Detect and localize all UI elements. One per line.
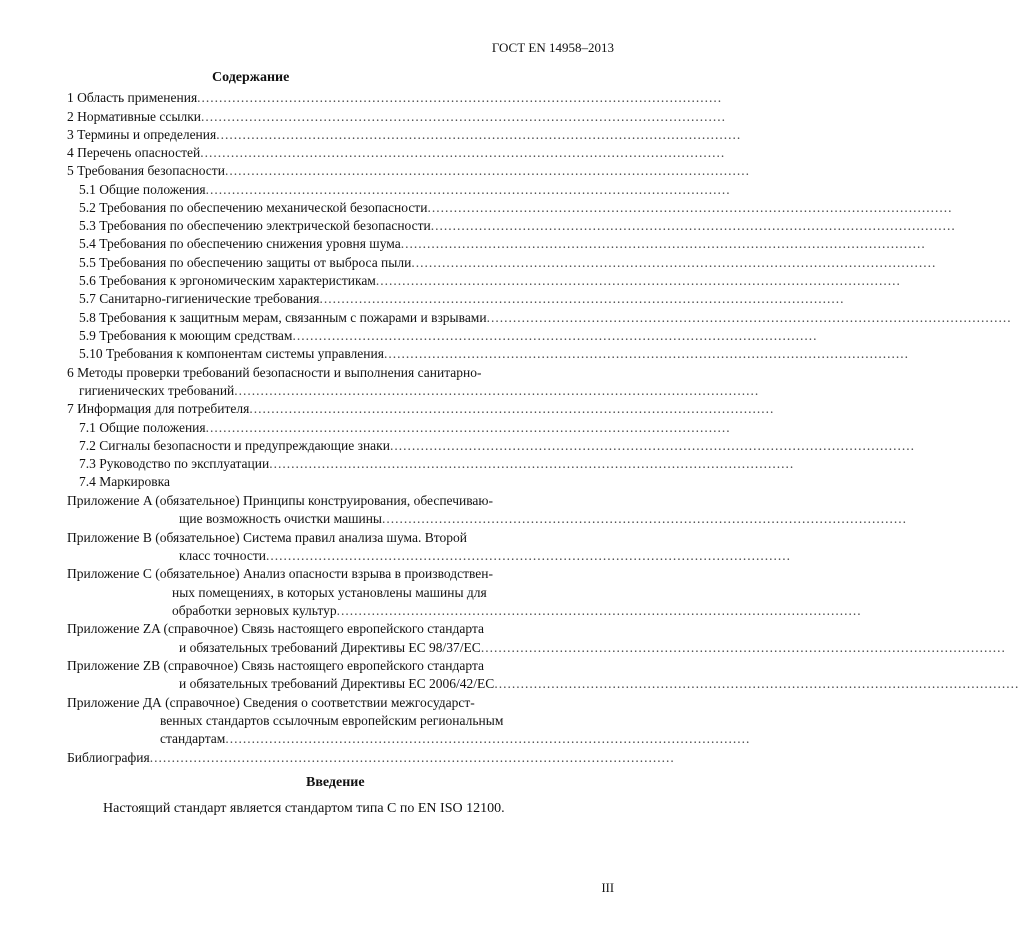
toc-entry	[79, 181, 731, 199]
toc-entry	[67, 529, 597, 547]
toc-entry	[79, 272, 901, 290]
toc-entry-text: 7.1 Общие положения	[79, 420, 206, 435]
toc-entry	[67, 89, 723, 107]
dot-leader: ........................................................................................................................	[149, 750, 675, 765]
toc-entry	[67, 620, 597, 638]
dot-leader: ........................................................................................................................	[430, 218, 956, 233]
dot-leader: ........................................................................................................................	[411, 255, 937, 270]
toc-entry-text: и обязательных требований Директивы ЕС 2006/42/ЕС	[179, 676, 495, 691]
toc-entry	[79, 327, 818, 345]
toc-entry-text: Библиография	[67, 750, 150, 765]
dot-leader: ........................................................................................................................	[269, 456, 795, 471]
toc-entry-text: 5.9 Требования к моющим средствам	[79, 328, 293, 343]
dot-leader: ........................................................................................................................	[216, 127, 742, 142]
dot-leader: ........................................................................................................................	[336, 603, 862, 618]
dot-leader: ........................................................................................................................	[224, 163, 750, 178]
dot-leader: ........................................................................................................................	[205, 182, 731, 197]
toc-entry	[67, 694, 597, 712]
standard-designation: ГОСТ EN 14958–2013	[491, 40, 614, 55]
toc-entry	[67, 126, 742, 144]
dot-leader: ........................................................................................................................	[427, 200, 953, 215]
dot-leader: ........................................................................................................................	[225, 731, 751, 746]
toc-entry	[67, 492, 597, 510]
toc-entry-text: 6 Методы проверки требований безопасности и выполнения санитарно-	[67, 365, 482, 380]
toc-entry	[172, 584, 592, 602]
toc-entry	[79, 290, 845, 308]
toc-entry	[67, 162, 750, 180]
toc-entry	[67, 108, 726, 126]
toc-entry	[79, 419, 731, 437]
toc-entry	[179, 639, 1006, 657]
toc-entry-text: 1 Область применения	[67, 90, 198, 105]
toc-entry	[160, 730, 751, 748]
toc-entry	[79, 345, 909, 363]
toc-entry	[79, 473, 209, 491]
toc-entry-text: 3 Термины и определения	[67, 127, 217, 142]
toc-entry-text: 5.2 Требования по обеспечению механической безопасности	[79, 200, 428, 215]
toc-entry	[67, 364, 577, 382]
toc-entry-text: стандартам	[160, 731, 226, 746]
toc-entry	[160, 712, 592, 730]
toc-entry	[67, 565, 597, 583]
dot-leader: ........................................................................................................................	[201, 109, 726, 124]
toc-entry-text: 7 Информация для потребителя	[67, 401, 250, 416]
toc-entry-text: Приложение ZA (справочное) Связь настоящего европейского стандарта	[67, 621, 485, 636]
page-number: III	[601, 881, 614, 895]
toc-entry-text: 4 Перечень опасностей	[67, 145, 201, 160]
dot-leader: ........................................................................................................................	[486, 310, 1012, 325]
toc-entry-text: ных помещениях, в которых установлены машины для	[172, 585, 487, 600]
dot-leader: ........................................................................................................................	[319, 291, 845, 306]
toc-entry-text: Приложение B (обязательное) Система правил анализа шума. Второй	[67, 530, 467, 545]
toc-entry-text: Приложение A (обязательное) Принципы конструирования, обеспечиваю-	[67, 493, 494, 508]
toc-entry	[67, 657, 597, 675]
dot-leader: ........................................................................................................................	[249, 401, 775, 416]
toc-entry	[79, 437, 915, 455]
toc-entry-text: и обязательных требований Директивы ЕС 98/37/ЕС	[179, 640, 481, 655]
toc-entry-text: 2 Нормативные ссылки	[67, 109, 201, 124]
dot-leader: ........................................................................................................................	[400, 236, 926, 251]
dot-leader: ........................................................................................................................	[266, 548, 791, 563]
toc-entry-text: 5 Требования безопасности	[67, 163, 225, 178]
toc-entry	[172, 602, 862, 620]
toc-entry	[79, 309, 1012, 327]
toc-title: Содержание	[212, 70, 290, 85]
dot-leader: ........................................................................................................................	[205, 420, 731, 435]
toc-entry	[79, 382, 760, 400]
dot-leader: ........................................................................................................................	[234, 383, 760, 398]
toc-entry	[79, 217, 956, 235]
toc-entry	[79, 199, 953, 217]
toc-entry-text: 5.3 Требования по обеспечению электрической безопасности	[79, 218, 431, 233]
toc-entry-text: 5.8 Требования к защитным мерам, связанным с пожарами и взрывами	[79, 310, 487, 325]
toc-entry	[179, 547, 791, 565]
dot-leader: ........................................................................................................................	[375, 273, 901, 288]
toc-entry-text: гигиенических требований	[79, 383, 235, 398]
toc-entry-text: класс точности	[179, 548, 266, 563]
toc-entry	[67, 400, 775, 418]
toc-entry-text: 7.2 Сигналы безопасности и предупреждающие знаки	[79, 438, 390, 453]
toc-entry-text: 5.1 Общие положения	[79, 182, 206, 197]
toc-entry-text: 7.4 Маркировка	[79, 474, 170, 489]
toc-entry-text: 5.5 Требования по обеспечению защиты от выброса пыли	[79, 255, 412, 270]
toc-entry	[79, 254, 937, 272]
dot-leader: ........................................................................................................................	[197, 90, 723, 105]
toc-entry-text: щие возможность очистки машины	[179, 511, 383, 526]
dot-leader: ........................................................................................................................	[494, 676, 1019, 691]
toc-entry-text: Приложение ZB (справочное) Связь настоящего европейского стандарта	[67, 658, 485, 673]
toc-entry	[179, 510, 908, 528]
toc-entry-text: венных стандартов ссылочным европейским региональным	[160, 713, 504, 728]
dot-leader: ........................................................................................................................	[292, 328, 818, 343]
toc-entry-text: Приложение ДА (справочное) Сведения о соответствии межгосударст-	[67, 695, 475, 710]
toc-entry	[79, 455, 795, 473]
toc-entry-text: 5.7 Санитарно-гигиенические требования	[79, 291, 320, 306]
toc-entry-text: 5.4 Требования по обеспечению снижения уровня шума	[79, 236, 401, 251]
toc-entry	[67, 144, 726, 162]
dot-leader: ........................................................................................................................	[389, 438, 915, 453]
introduction-title: Введение	[306, 775, 365, 790]
toc-entry-text: обработки зерновых культур	[172, 603, 337, 618]
toc-entry-text: Приложение C (обязательное) Анализ опасности взрыва в производствен-	[67, 566, 494, 581]
toc-entry-text: 5.10 Требования к компонентам системы управления	[79, 346, 384, 361]
toc-entry-text: 7.3 Руководство по эксплуатации	[79, 456, 270, 471]
dot-leader: ........................................................................................................................	[200, 145, 726, 160]
introduction-text: Настоящий стандарт является стандартом типа C по EN ISO 12100.	[103, 801, 505, 816]
dot-leader: ........................................................................................................................	[382, 511, 908, 526]
dot-leader: ........................................................................................................................	[383, 346, 909, 361]
toc-entry	[179, 675, 1019, 693]
dot-leader: ........................................................................................................................	[480, 640, 1006, 655]
toc-entry-text: 5.6 Требования к эргономическим характеристикам	[79, 273, 376, 288]
toc-entry	[67, 749, 675, 767]
toc-entry	[79, 235, 926, 253]
